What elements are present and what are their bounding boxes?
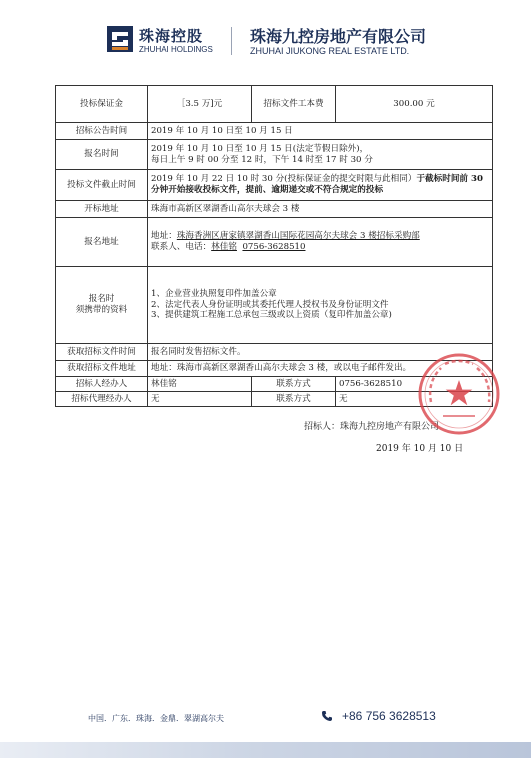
agent-value: 林佳铭 — [148, 377, 252, 392]
materials-label — [56, 267, 148, 344]
get-docs-time-value: 报名同时发售招标文件。 — [148, 344, 493, 361]
letterhead — [0, 0, 531, 66]
table-row-opening — [56, 201, 493, 218]
table-row-registration-time — [56, 140, 493, 170]
registration-time-value — [148, 140, 493, 170]
registration-address-value — [148, 218, 493, 267]
registration-address-line — [151, 231, 489, 242]
header-divider — [231, 27, 232, 55]
deadline-bold-text: 于截标时间前 30 分钟开始接收投标文件，提前、逾期递交或不符合规定的投标 — [151, 174, 483, 195]
agent-label: 招标人经办人 — [56, 377, 148, 392]
registration-address-text: 珠海香洲区唐家镇翠湖香山国际花园高尔夫球会 3 楼招标采购部 — [176, 231, 420, 242]
deposit-value: ［3.5 万]元 — [148, 86, 252, 123]
agent-contact-label: 联系方式 — [252, 377, 336, 392]
registration-time-label: 报名时间 — [56, 140, 148, 170]
list-item: 1、企业营业执照复印件加盖公章 — [151, 288, 277, 299]
registration-time-line-1: 2019 年 10 月 10 日至 10 月 15 日(法定节假日除外)， — [151, 143, 369, 154]
announcement-time-value: 2019 年 10 月 10 日至 10 月 15 日 — [148, 123, 493, 140]
phone-icon — [321, 710, 333, 722]
table-row-announcement — [56, 123, 493, 140]
official-seal-icon — [417, 352, 501, 436]
opening-address-label: 开标地址 — [56, 201, 148, 218]
list-item: 2、法定代表人身份证明或其委托代理人授权书及身份证明文件 — [151, 299, 389, 310]
opening-address-value: 珠海市高新区翠湖香山高尔夫球会 3 楼 — [148, 201, 493, 218]
signatory-name: 招标人：珠海九控房地产有限公司 — [304, 422, 440, 432]
signature-date: 2019 年 10 月 10 日 — [376, 444, 464, 454]
get-docs-time-label: 获取招标文件时间 — [56, 344, 148, 361]
doc-fee-label: 招标文件工本费 — [252, 86, 336, 123]
table-row-materials — [56, 267, 493, 344]
logo-english-name: ZHUHAI HOLDINGS — [139, 45, 213, 54]
get-docs-address-label: 获取招标文件地址 — [56, 361, 148, 377]
footer-bar — [0, 742, 531, 758]
table-row-registration-address — [56, 218, 493, 267]
announcement-time-label: 招标公告时间 — [56, 123, 148, 140]
table-row-deposit — [56, 86, 493, 123]
doc-fee-value: 300.00 元 — [336, 86, 493, 123]
deadline-value — [148, 170, 493, 201]
materials-label-line-1: 报名时 — [88, 294, 115, 305]
deposit-label: 投标保证金 — [56, 86, 148, 123]
company-logo-icon — [107, 26, 133, 52]
list-item: 3、提供建筑工程施工总承包三级或以上资质（复印件加盖公章) — [151, 310, 392, 321]
footer-phone: +86 756 3628513 — [342, 709, 436, 723]
registration-contact-line — [151, 242, 489, 253]
materials-label-line-2: 须携带的资料 — [75, 305, 128, 315]
table-row-deadline — [56, 170, 493, 201]
proxy-agent-label: 招标代理经办人 — [56, 392, 148, 407]
proxy-contact-label: 联系方式 — [252, 392, 336, 407]
agent-contact-value: 0756-3628510 — [336, 377, 493, 392]
company-name-chinese: 珠海九控房地产有限公司 — [250, 27, 427, 46]
get-docs-address-value: 地址：珠海市高新区翠湖香山高尔夫球会 3 楼，或以电子邮件发出。 — [148, 361, 493, 377]
materials-list — [148, 267, 493, 344]
registration-address-label: 报名地址 — [56, 218, 148, 267]
registration-contact-name: 林佳铭 — [211, 242, 237, 252]
company-name-english: ZHUHAI JIUKONG REAL ESTATE LTD. — [250, 46, 410, 56]
registration-address-prefix: 地址： — [151, 231, 177, 242]
deadline-label: 投标文件截止时间 — [56, 170, 148, 201]
proxy-agent-value: 无 — [148, 392, 252, 407]
deadline-normal-text: 2019 年 10 月 22 日 10 时 30 分(投标保证金的提交时限与此相同） — [151, 174, 417, 185]
footer-address: 中国．广东．珠海．金鼎．翠湖高尔夫 — [88, 714, 224, 723]
registration-time-line-2: 每日上午 9 时 00 分至 12 时，下午 14 时至 17 时 30 分 — [151, 154, 373, 165]
registration-contact-phone: 0756-3628510 — [242, 242, 306, 252]
proxy-contact-value: 无 — [336, 392, 493, 407]
registration-contact-prefix: 联系人、电话： — [151, 242, 212, 252]
logo-chinese-name: 珠海控股 — [139, 27, 204, 45]
